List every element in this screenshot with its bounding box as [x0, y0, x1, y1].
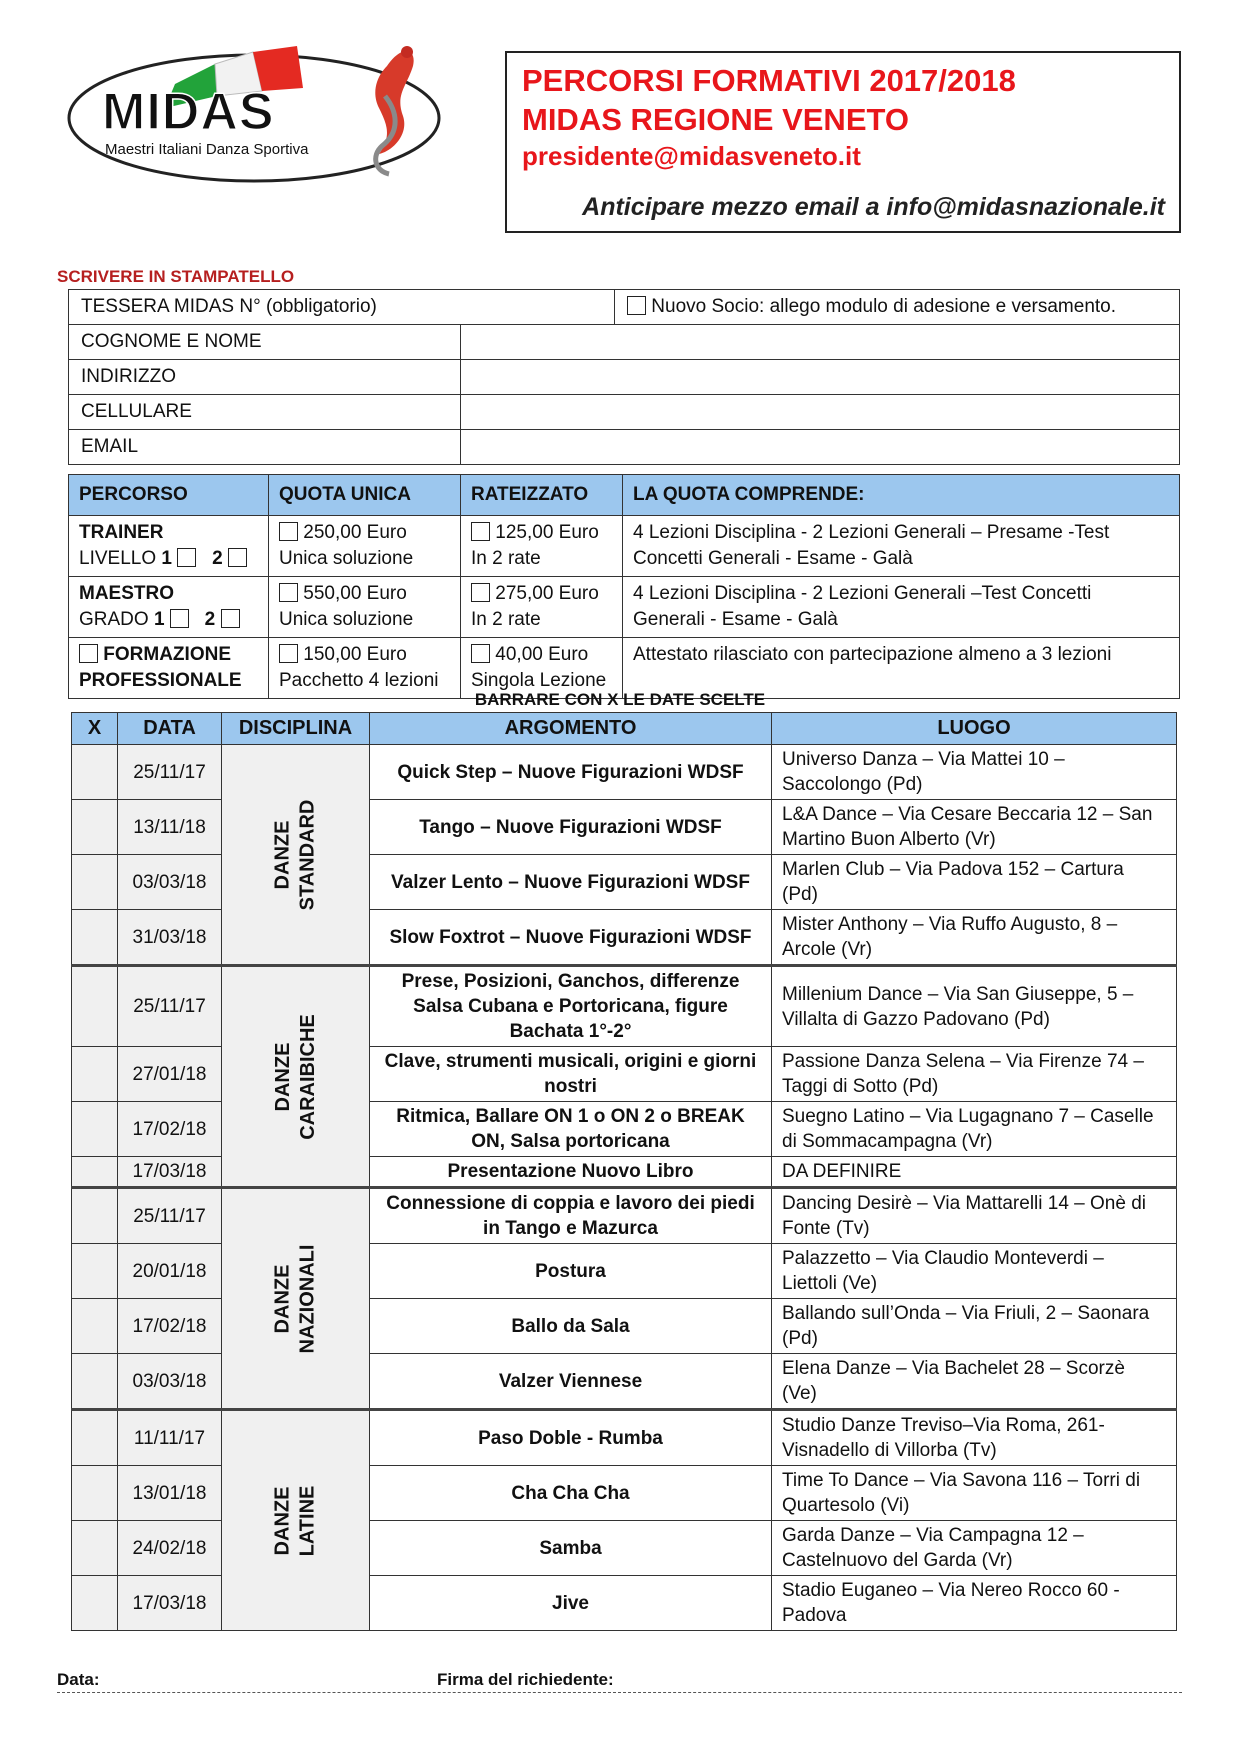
trainer-level-label: LIVELLO: [79, 548, 157, 569]
schedule-argomento: [370, 1521, 772, 1576]
fees-row-maestro: [69, 577, 1180, 638]
luogo-line-1: Palazzetto – Via Claudio Monteverdi –: [782, 1248, 1104, 1269]
barrare-instruction: BARRARE CON X LE DATE SCELTE: [474, 690, 766, 709]
logo-brand: MIDAS: [102, 83, 275, 141]
schedule-date: 13/01/18: [118, 1466, 222, 1521]
argomento-line-1: Clave, strumenti musicali, origini e giorni: [384, 1051, 757, 1072]
maestro-comprende-2: Generali - Esame - Galà: [633, 609, 838, 630]
trainer-rate-checkbox[interactable]: [471, 522, 490, 541]
luogo-line-2: Saccolongo (Pd): [782, 774, 923, 795]
cellulare-field[interactable]: [461, 395, 1180, 430]
schedule-luogo: [772, 1157, 1177, 1188]
header-box: [505, 51, 1181, 233]
argomento-line-1: Valzer Lento – Nuove Figurazioni WDSF: [391, 871, 750, 893]
formazione-comprende-1: Attestato rilasciato con partecipazione almeno a 3 lezioni: [633, 644, 1112, 665]
email-label: EMAIL: [69, 430, 461, 465]
trainer-name: TRAINER: [79, 522, 164, 543]
argomento-line-2: Salsa Cubana e Portoricana, figure: [413, 996, 728, 1017]
formazione-quota-note: Pacchetto 4 lezioni: [279, 670, 439, 691]
luogo-line-2: Castelnuovo del Garda (Vr): [782, 1550, 1013, 1571]
schedule-select-cell[interactable]: [72, 1157, 118, 1188]
luogo-line-1: Marlen Club – Via Padova 152 – Cartura: [782, 859, 1124, 880]
luogo-line-1: Elena Danze – Via Bachelet 28 – Scorzè: [782, 1358, 1125, 1379]
luogo-line-2: Padova: [782, 1605, 847, 1626]
luogo-line-2: Fonte (Tv): [782, 1218, 870, 1239]
maestro-grade-1-checkbox[interactable]: [170, 609, 189, 628]
maestro-rate-checkbox[interactable]: [471, 583, 490, 602]
fees-header-quota: QUOTA UNICA: [269, 475, 461, 516]
schedule-luogo: [772, 1244, 1177, 1299]
maestro-rate: 275,00 Euro: [495, 583, 599, 604]
schedule-date: 24/02/18: [118, 1521, 222, 1576]
schedule-luogo: [772, 1354, 1177, 1410]
argomento-line-1: Jive: [552, 1592, 589, 1614]
luogo-line-1: Studio Danze Treviso–Via Roma, 261-: [782, 1415, 1105, 1436]
trainer-level-1-checkbox[interactable]: [177, 548, 196, 567]
maestro-grade-2-label: 2: [204, 609, 216, 630]
formazione-rate-note: Singola Lezione: [471, 670, 607, 691]
schedule-table: [71, 712, 1177, 1631]
schedule-select-cell[interactable]: [72, 1244, 118, 1299]
luogo-line-1: Universo Danza – Via Mattei 10 –: [782, 749, 1065, 770]
fees-row-trainer: [69, 516, 1180, 577]
schedule-luogo: [772, 1047, 1177, 1102]
disciplina-line-1: DANZE: [271, 1486, 294, 1555]
luogo-line-2: (Pd): [782, 884, 818, 905]
formazione-name-1: FORMAZIONE: [103, 644, 231, 665]
midas-logo: [57, 36, 477, 191]
luogo-line-1: DA DEFINIRE: [782, 1161, 902, 1182]
luogo-line-1: Garda Danze – Via Campagna 12 –: [782, 1525, 1084, 1546]
argomento-line-1: Ballo da Sala: [511, 1315, 630, 1337]
schedule-argomento: [370, 1157, 772, 1188]
luogo-line-1: Suegno Latino – Via Lugagnano 7 – Caselle: [782, 1106, 1154, 1127]
schedule-date: 27/01/18: [118, 1047, 222, 1102]
argomento-line-2: nostri: [544, 1076, 597, 1097]
argomento-line-3: Bachata 1°-2°: [509, 1021, 632, 1042]
schedule-disciplina: [222, 745, 370, 966]
maestro-quota: 550,00 Euro: [303, 583, 407, 604]
cognome-label: COGNOME E NOME: [69, 325, 461, 360]
schedule-select-cell[interactable]: [72, 1576, 118, 1631]
header-email[interactable]: presidente@midasveneto.it: [522, 141, 861, 171]
schedule-argomento: [370, 1244, 772, 1299]
logo-tagline: Maestri Italiani Danza Sportiva: [105, 141, 309, 158]
argomento-line-1: Samba: [539, 1537, 602, 1559]
schedule-date: 03/03/18: [118, 855, 222, 910]
disciplina-line-2: STANDARD: [296, 799, 319, 910]
disciplina-line-2: NAZIONALI: [296, 1244, 319, 1353]
schedule-date: 20/01/18: [118, 1244, 222, 1299]
trainer-quota: 250,00 Euro: [303, 522, 407, 543]
formazione-rate-checkbox[interactable]: [471, 644, 490, 663]
schedule-disciplina: [222, 1188, 370, 1410]
schedule-select-cell[interactable]: [72, 1410, 118, 1466]
schedule-luogo: [772, 1521, 1177, 1576]
schedule-select-cell[interactable]: [72, 1466, 118, 1521]
schedule-date: 31/03/18: [118, 910, 222, 966]
luogo-line-2: di Sommacampagna (Vr): [782, 1131, 993, 1152]
maestro-rate-note: In 2 rate: [471, 609, 541, 630]
email-field[interactable]: [461, 430, 1180, 465]
luogo-line-2: Quartesolo (Vi): [782, 1495, 910, 1516]
cellulare-label: CELLULARE: [69, 395, 461, 430]
luogo-line-1: Passione Danza Selena – Via Firenze 74 –: [782, 1051, 1144, 1072]
luogo-line-1: Millenium Dance – Via San Giuseppe, 5 –: [782, 983, 1134, 1005]
formazione-name-2: PROFESSIONALE: [79, 670, 242, 691]
schedule-select-cell[interactable]: [72, 1047, 118, 1102]
schedule-argomento: [370, 1299, 772, 1354]
schedule-luogo: [772, 1102, 1177, 1157]
trainer-level-2-label: 2: [212, 548, 223, 569]
schedule-date: 25/11/17: [118, 745, 222, 800]
luogo-line-1: Mister Anthony – Via Ruffo Augusto, 8 –: [782, 914, 1118, 935]
trainer-level-1-label: 1: [161, 548, 172, 569]
header-title-1: PERCORSI FORMATIVI 2017/2018: [522, 63, 1016, 98]
schedule-luogo: [772, 745, 1177, 800]
schedule-luogo: [772, 1299, 1177, 1354]
schedule-luogo: [772, 1188, 1177, 1244]
argomento-line-1: Valzer Viennese: [498, 1370, 643, 1392]
luogo-line-2: (Pd): [782, 1328, 818, 1349]
luogo-line-1: Ballando sull’Onda – Via Friuli, 2 – Saonara: [782, 1303, 1150, 1324]
schedule-header-luogo: LUOGO: [772, 713, 1177, 745]
schedule-luogo: [772, 800, 1177, 855]
argomento-line-1: Prese, Posizioni, Ganchos, differenze: [401, 971, 740, 992]
schedule-date: 03/03/18: [118, 1354, 222, 1410]
schedule-row: [72, 1410, 1177, 1466]
schedule-date: 11/11/17: [118, 1410, 222, 1466]
formazione-checkbox[interactable]: [79, 644, 98, 663]
maestro-grade-2-checkbox[interactable]: [221, 609, 240, 628]
trainer-quota-note: Unica soluzione: [279, 548, 414, 569]
argomento-line-1: Quick Step – Nuove Figurazioni WDSF: [397, 761, 744, 783]
header-title-2: MIDAS REGIONE VENETO: [522, 102, 909, 137]
luogo-line-2: Martino Buon Alberto (Vr): [782, 829, 996, 850]
schedule-row: [72, 966, 1177, 1047]
fees-table: [68, 474, 1180, 699]
maestro-grade-1-label: 1: [153, 609, 165, 630]
schedule-argomento: [370, 1354, 772, 1410]
schedule-row: [72, 1188, 1177, 1244]
luogo-line-1: Stadio Euganeo – Via Nereo Rocco 60 -: [782, 1580, 1120, 1601]
disciplina-line-1: DANZE: [271, 1042, 294, 1111]
schedule-header-data: DATA: [118, 713, 222, 745]
nuovo-socio-checkbox[interactable]: [627, 296, 646, 315]
schedule-argomento: [370, 1466, 772, 1521]
schedule-date: 13/11/18: [118, 800, 222, 855]
schedule-argomento: [370, 1188, 772, 1244]
schedule-select-cell[interactable]: [72, 855, 118, 910]
schedule-luogo: [772, 910, 1177, 966]
nuovo-socio-cell: [615, 290, 1180, 325]
schedule-select-cell[interactable]: [72, 1299, 118, 1354]
schedule-date: 17/02/18: [118, 1102, 222, 1157]
schedule-date: 17/03/18: [118, 1157, 222, 1188]
footer-data-label: Data:: [57, 1670, 100, 1689]
indirizzo-field[interactable]: [461, 360, 1180, 395]
formazione-quota: 150,00 Euro: [303, 644, 407, 665]
schedule-select-cell[interactable]: [72, 966, 118, 1047]
schedule-header-x: X: [72, 713, 118, 745]
schedule-argomento: [370, 800, 772, 855]
maestro-quota-note: Unica soluzione: [279, 609, 414, 630]
schedule-select-cell[interactable]: [72, 1102, 118, 1157]
argomento-line-1: Ritmica, Ballare ON 1 o ON 2 o BREAK: [396, 1106, 745, 1127]
disciplina-line-1: DANZE: [271, 820, 294, 889]
schedule-argomento: [370, 1102, 772, 1157]
trainer-quota-checkbox[interactable]: [279, 522, 298, 541]
luogo-line-2: Taggi di Sotto (Pd): [782, 1076, 939, 1097]
fees-header-percorso: PERCORSO: [69, 475, 269, 516]
schedule-select-cell[interactable]: [72, 800, 118, 855]
schedule-argomento: [370, 1047, 772, 1102]
signature-line: [57, 1668, 1182, 1693]
schedule-luogo: [772, 855, 1177, 910]
schedule-argomento: [370, 910, 772, 966]
schedule-header-disciplina: DISCIPLINA: [222, 713, 370, 745]
schedule-disciplina: [222, 1410, 370, 1631]
schedule-luogo: [772, 1410, 1177, 1466]
schedule-header-argomento: ARGOMENTO: [370, 713, 772, 745]
argomento-line-2: in Tango e Mazurca: [483, 1218, 658, 1239]
maestro-comprende-1: 4 Lezioni Disciplina - 2 Lezioni Generali –Test Concetti: [633, 583, 1092, 604]
schedule-luogo: [772, 1576, 1177, 1631]
disciplina-line-2: LATINE: [296, 1485, 319, 1556]
schedule-row: [72, 745, 1177, 800]
schedule-disciplina: [222, 966, 370, 1188]
cognome-field[interactable]: [461, 325, 1180, 360]
fees-header-comprende: LA QUOTA COMPRENDE:: [623, 475, 1180, 516]
luogo-line-1: Time To Dance – Via Savona 116 – Torri di: [782, 1470, 1141, 1491]
schedule-date: 17/03/18: [118, 1576, 222, 1631]
argomento-line-2: ON, Salsa portoricana: [471, 1131, 670, 1152]
schedule-date: 25/11/17: [118, 966, 222, 1047]
maestro-grade-label: GRADO: [79, 609, 149, 630]
schedule-luogo: [772, 1466, 1177, 1521]
schedule-date: 17/02/18: [118, 1299, 222, 1354]
luogo-line-2: Arcole (Vr): [782, 939, 873, 960]
argomento-line-1: Slow Foxtrot – Nuove Figurazioni WDSF: [389, 926, 752, 948]
argomento-line-1: Paso Doble - Rumba: [478, 1427, 663, 1449]
argomento-line-1: Presentazione Nuovo Libro: [447, 1161, 694, 1182]
schedule-date: 25/11/17: [118, 1188, 222, 1244]
trainer-level-2-checkbox[interactable]: [228, 548, 247, 567]
luogo-line-1: L&A Dance – Via Cesare Beccaria 12 – San: [782, 804, 1153, 825]
schedule-argomento: [370, 1576, 772, 1631]
schedule-select-cell[interactable]: [72, 1188, 118, 1244]
trainer-comprende-2: Concetti Generali - Esame - Galà: [633, 548, 913, 569]
footer-firma-label[interactable]: Firma del richiedente:: [437, 1670, 614, 1689]
schedule-argomento: [370, 745, 772, 800]
fees-header-rateizzato: RATEIZZATO: [461, 475, 623, 516]
argomento-line-1: Tango – Nuove Figurazioni WDSF: [419, 816, 722, 838]
luogo-line-2: Villalta di Gazzo Padovano (Pd): [782, 1008, 1050, 1030]
argomento-line-1: Connessione di coppia e lavoro dei piedi: [386, 1193, 755, 1214]
argomento-line-1: Cha Cha Cha: [511, 1482, 630, 1504]
maestro-quota-checkbox[interactable]: [279, 583, 298, 602]
instruction-uppercase: SCRIVERE IN STAMPATELLO: [57, 267, 295, 286]
schedule-select-cell[interactable]: [72, 745, 118, 800]
schedule-select-cell[interactable]: [72, 910, 118, 966]
schedule-argomento: [370, 855, 772, 910]
formazione-rate: 40,00 Euro: [495, 644, 589, 665]
tessera-label: TESSERA MIDAS N° (obbligatorio): [81, 296, 377, 317]
disciplina-line-2: CARAIBICHE: [296, 1013, 319, 1140]
luogo-line-2: Visnadello di Villorba (Tv): [782, 1440, 997, 1461]
formazione-quota-checkbox[interactable]: [279, 644, 298, 663]
schedule-argomento: [370, 966, 772, 1047]
argomento-line-1: Postura: [535, 1260, 606, 1282]
maestro-name: MAESTRO: [79, 583, 174, 604]
luogo-line-2: (Ve): [782, 1383, 817, 1404]
schedule-select-cell[interactable]: [72, 1521, 118, 1576]
indirizzo-label: INDIRIZZO: [69, 360, 461, 395]
schedule-luogo: [772, 966, 1177, 1047]
header-note: Anticipare mezzo email a info@midasnazionale.it: [582, 193, 1165, 221]
schedule-argomento: [370, 1410, 772, 1466]
trainer-rate: 125,00 Euro: [495, 522, 599, 543]
schedule-select-cell[interactable]: [72, 1354, 118, 1410]
tessera-field[interactable]: [69, 290, 615, 325]
trainer-rate-note: In 2 rate: [471, 548, 541, 569]
disciplina-line-1: DANZE: [271, 1264, 294, 1333]
trainer-comprende-1: 4 Lezioni Disciplina - 2 Lezioni Generali – Presame -Test: [633, 522, 1110, 543]
nuovo-socio-label: Nuovo Socio: allego modulo di adesione e versamento.: [651, 296, 1117, 317]
luogo-line-2: Liettoli (Ve): [782, 1273, 878, 1294]
luogo-line-1: Dancing Desirè – Via Mattarelli 14 – Onè di: [782, 1193, 1147, 1214]
personal-data-table: [68, 289, 1180, 465]
